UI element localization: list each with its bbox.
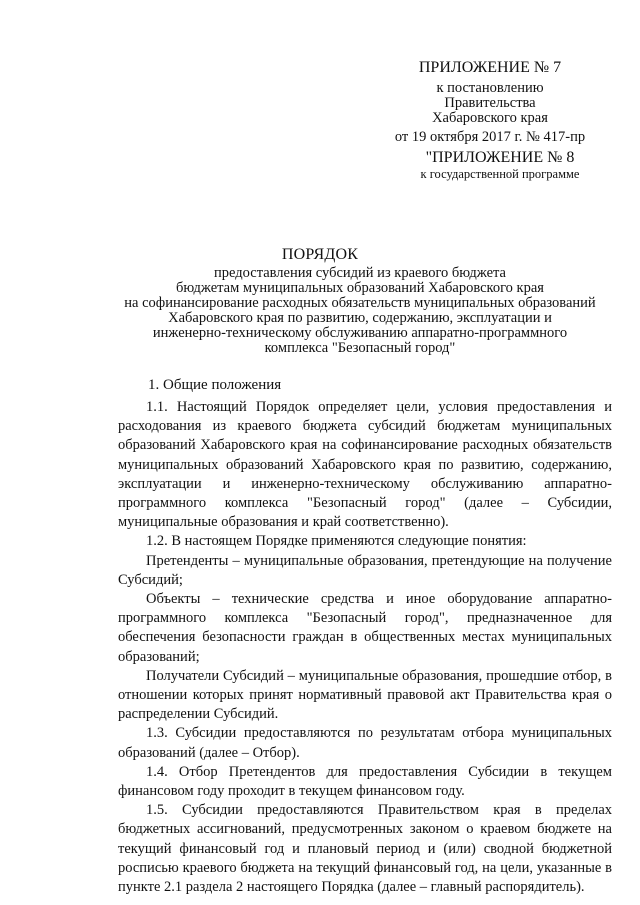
subtitle-line: Хабаровского края по развитию, содержанию, эксплуатации и bbox=[168, 310, 552, 326]
appendix-7-line: к постановлению bbox=[436, 80, 544, 96]
appendix-7-title: ПРИЛОЖЕНИЕ № 7 bbox=[418, 59, 562, 76]
document-title: ПОРЯДОК bbox=[281, 246, 359, 263]
subtitle-line: на софинансирование расходных обязательств муниципальных образований bbox=[124, 295, 596, 311]
subtitle-line: комплекса "Безопасный город" bbox=[264, 340, 456, 356]
appendix-7-block bbox=[380, 58, 600, 145]
paragraph: 1.5. Субсидии предоставляются Правительством края в пределах бюджетных ассигнований, предусмотренных законом о краевом бюджете на текущий финансовый год и плановый период и (или) сводной бюджетной росписью краевого бюджета на текущий финансовый год, на цели, указанные в пункте 2.1 раздела 2 настоящего Порядка (далее – главный распорядитель). bbox=[118, 802, 612, 896]
document-subtitle bbox=[100, 266, 620, 356]
section-heading: 1. Общие положения bbox=[148, 377, 282, 393]
appendix-8-subtitle: к государственной программе bbox=[420, 167, 580, 181]
appendix-7-line: Хабаровского края bbox=[432, 110, 548, 126]
appendix-7-date: от 19 октября 2017 г. № 417-пр bbox=[394, 129, 586, 145]
paragraph: Претенденты – муниципальные образования, претендующие на получение Субсидий; bbox=[118, 552, 612, 588]
appendix-8-title: "ПРИЛОЖЕНИЕ № 8 bbox=[425, 149, 575, 166]
document-body bbox=[118, 398, 612, 897]
appendix-7-line: Правительства bbox=[444, 95, 536, 111]
paragraph: 1.4. Отбор Претендентов для предоставления Субсидии в текущем финансовом году проходит в текущем финансовом году. bbox=[118, 763, 612, 800]
paragraph: Получатели Субсидий – муниципальные образования, прошедшие отбор, в отношении которых принят нормативный правовой акт Правительства края о распределении Субсидий. bbox=[118, 667, 612, 723]
appendix-8-block bbox=[400, 148, 600, 182]
paragraph: 1.1. Настоящий Порядок определяет цели, условия предоставления и расходования из краевого бюджета субсидий бюджетам муниципальных образований Хабаровского края на софинансирование расходных обязательств муниципальных образований Хабаровского края по развитию, содержанию, эксплуатации и инженерно-техническому обслуживанию аппаратно-программного комплекса "Безопасный город" (далее – Субсидии, муниципальные образования и край соответственно). bbox=[118, 399, 612, 531]
paragraph: Объекты – технические средства и иное оборудование аппаратно-программного комплекса "Безопасный город", предназначенное для обеспечения безопасности граждан в общественных местах муниципальных образований; bbox=[118, 591, 612, 665]
subtitle-line: инженерно-техническому обслуживанию аппаратно-программного bbox=[152, 325, 568, 341]
subtitle-line: бюджетам муниципальных образований Хабаровского края bbox=[176, 280, 544, 296]
paragraph: 1.2. В настоящем Порядке применяются следующие понятия: bbox=[146, 533, 527, 550]
subtitle-line: предоставления субсидий из краевого бюджета bbox=[214, 265, 506, 281]
paragraph: 1.3. Субсидии предоставляются по результатам отбора муниципальных образований (далее – Отбор). bbox=[118, 725, 612, 761]
